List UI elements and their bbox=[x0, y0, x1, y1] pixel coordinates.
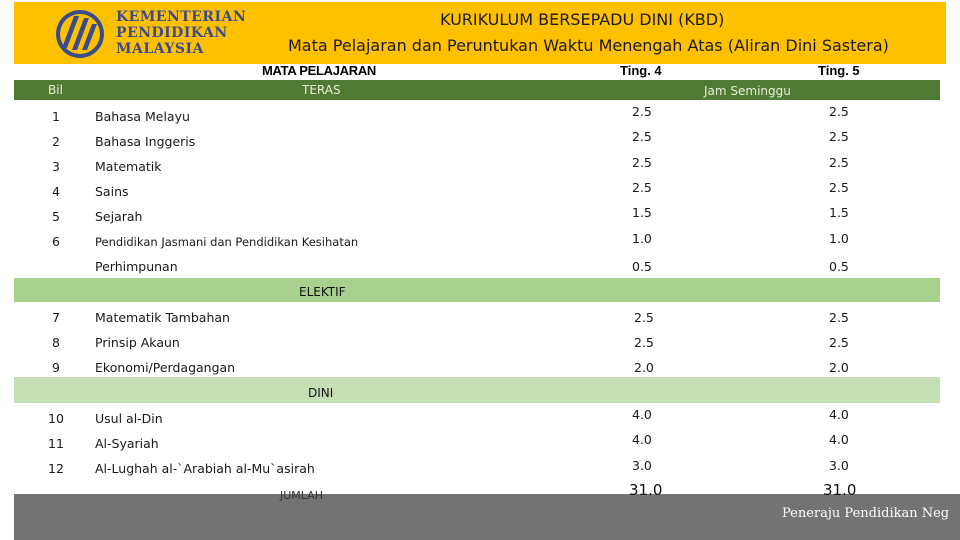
table-row bbox=[0, 458, 960, 483]
row-ting-5: 2.5 bbox=[829, 310, 849, 325]
section-band-elektif bbox=[14, 278, 940, 302]
total-ting-5: 31.0 bbox=[823, 481, 857, 499]
column-header-subject: MATA PELAJARAN bbox=[262, 63, 376, 78]
row-subject: Al-Syariah bbox=[95, 436, 159, 451]
row-number: 6 bbox=[52, 234, 60, 249]
total-ting-4: 31.0 bbox=[629, 481, 663, 499]
row-subject: Perhimpunan bbox=[95, 259, 178, 274]
row-ting-5: 2.5 bbox=[829, 155, 849, 170]
row-ting-4: 3.0 bbox=[632, 458, 652, 473]
row-ting-4: 2.5 bbox=[634, 335, 654, 350]
row-number: 7 bbox=[52, 310, 60, 325]
row-subject: Al-Lughah al-`Arabiah al-Mu`asirah bbox=[95, 461, 315, 476]
row-ting-4: 4.0 bbox=[632, 432, 652, 447]
section-band-dini bbox=[14, 377, 940, 403]
row-ting-5: 2.5 bbox=[829, 335, 849, 350]
logo-text-line-3: MALAYSIA bbox=[116, 41, 204, 57]
row-number: 9 bbox=[52, 360, 60, 375]
row-number: 4 bbox=[52, 184, 60, 199]
section-band-teras bbox=[14, 80, 940, 100]
total-label: JUMLAH bbox=[280, 489, 323, 502]
column-header-bil: Bil bbox=[48, 83, 63, 97]
row-ting-4: 2.5 bbox=[632, 155, 652, 170]
row-ting-5: 2.5 bbox=[829, 129, 849, 144]
row-ting-4: 2.0 bbox=[634, 360, 654, 375]
section-label-elektif: ELEKTIF bbox=[299, 285, 346, 299]
table-row bbox=[0, 310, 960, 332]
row-ting-4: 2.5 bbox=[632, 129, 652, 144]
row-subject: Usul al-Din bbox=[95, 411, 163, 426]
row-subject: Pendidikan Jasmani dan Pendidikan Kesihatan bbox=[95, 235, 359, 249]
row-subject: Matematik Tambahan bbox=[95, 310, 230, 325]
row-number: 2 bbox=[52, 134, 60, 149]
page-subtitle: Mata Pelajaran dan Peruntukan Waktu Menengah Atas (Aliran Dini Sastera) bbox=[288, 36, 889, 55]
table-row bbox=[0, 335, 960, 357]
row-ting-5: 3.0 bbox=[829, 458, 849, 473]
table-row bbox=[0, 104, 960, 131]
row-subject: Bahasa Inggeris bbox=[95, 134, 196, 149]
column-header-hours: Jam Seminggu bbox=[704, 84, 791, 98]
row-number: 1 bbox=[52, 109, 60, 124]
row-ting-4: 0.5 bbox=[632, 259, 652, 274]
row-number: 3 bbox=[52, 159, 60, 174]
logo-text-line-1: KEMENTERIAN bbox=[116, 9, 247, 25]
logo-text-line-2: PENDIDIKAN bbox=[116, 25, 228, 41]
row-subject: Ekonomi/Perdagangan bbox=[95, 360, 236, 375]
row-ting-5: 2.5 bbox=[829, 180, 849, 195]
row-subject: Bahasa Melayu bbox=[95, 109, 190, 124]
row-ting-5: 4.0 bbox=[829, 432, 849, 447]
row-ting-5: 1.0 bbox=[829, 231, 849, 246]
row-ting-4: 2.5 bbox=[634, 310, 654, 325]
row-ting-4: 2.5 bbox=[632, 180, 652, 195]
row-subject: Sejarah bbox=[95, 209, 143, 224]
row-subject: Sains bbox=[95, 184, 129, 199]
section-label-teras: TERAS bbox=[302, 83, 341, 97]
table-row bbox=[0, 407, 960, 433]
table-row bbox=[0, 432, 960, 458]
row-number: 12 bbox=[48, 461, 64, 476]
row-number: 11 bbox=[48, 436, 64, 451]
ministry-logo bbox=[52, 8, 252, 60]
row-number: 5 bbox=[52, 209, 60, 224]
table-row bbox=[0, 231, 960, 256]
row-ting-5: 2.0 bbox=[829, 360, 849, 375]
ministry-emblem-icon bbox=[52, 8, 108, 60]
row-ting-5: 1.5 bbox=[829, 205, 849, 220]
footer-tagline: Peneraju Pendidikan Neg bbox=[782, 506, 950, 521]
table-row bbox=[0, 180, 960, 206]
row-number: 8 bbox=[52, 335, 60, 350]
table-row bbox=[0, 129, 960, 156]
section-label-dini: DINI bbox=[308, 386, 334, 400]
column-header-ting-4: Ting. 4 bbox=[620, 63, 662, 78]
table-row bbox=[0, 155, 960, 181]
page-title: KURIKULUM BERSEPADU DINI (KBD) bbox=[440, 10, 725, 29]
table-row bbox=[0, 205, 960, 231]
row-ting-5: 4.0 bbox=[829, 407, 849, 422]
row-ting-4: 2.5 bbox=[632, 104, 652, 119]
row-ting-4: 4.0 bbox=[632, 407, 652, 422]
column-header-ting-5: Ting. 5 bbox=[818, 63, 860, 78]
row-subject: Matematik bbox=[95, 159, 162, 174]
row-ting-4: 1.5 bbox=[632, 205, 652, 220]
row-ting-5: 0.5 bbox=[829, 259, 849, 274]
row-number: 10 bbox=[48, 411, 64, 426]
row-ting-5: 2.5 bbox=[829, 104, 849, 119]
row-subject: Prinsip Akaun bbox=[95, 335, 180, 350]
row-ting-4: 1.0 bbox=[632, 231, 652, 246]
